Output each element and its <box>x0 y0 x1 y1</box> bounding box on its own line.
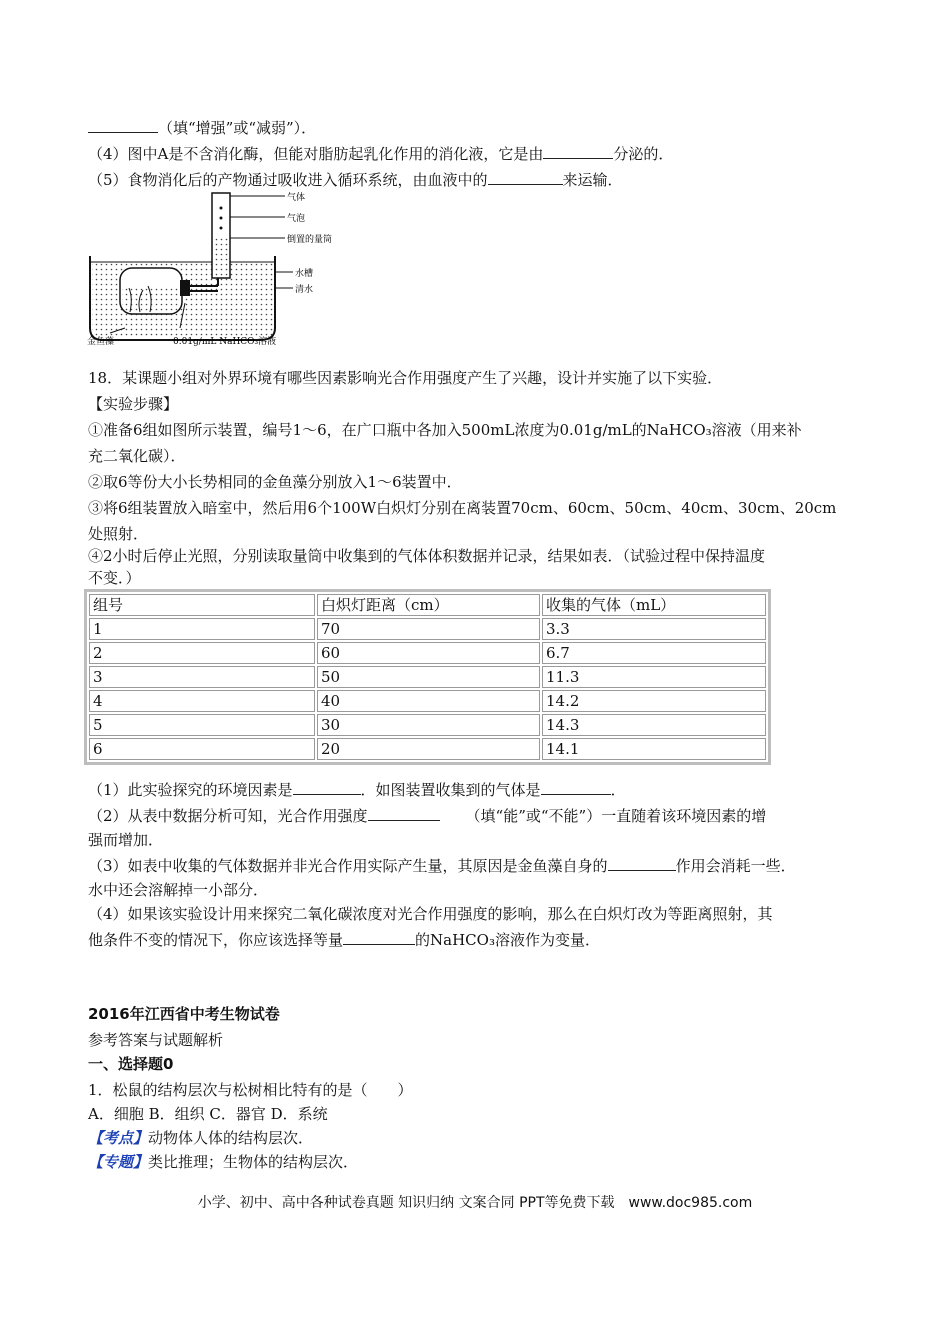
kaodian-tag: 【考点】 <box>88 1129 149 1147</box>
subq-4-cont: 他条件不变的情况下，你应该选择等量 的NaHCO₃溶液作为变量． <box>88 931 600 949</box>
step-2: ②取6等份大小长势相同的金鱼藻分别放入1～6装置中． <box>88 473 462 491</box>
header-distance: 白炽灯距离（cm） <box>317 594 540 616</box>
q18-intro: 18．某课题小组对外界环境有哪些因素影响光合作用强度产生了兴趣，设计并实施了以下实验． <box>88 369 723 387</box>
cell-group: 3 <box>89 666 315 688</box>
subq-4: （4）如果该实验设计用来探究二氧化碳浓度对光合作用强度的影响，那么在白炽灯改为等距离照射，其 <box>88 905 773 923</box>
step-3-cont: 处照射． <box>88 525 149 543</box>
cell-group: 2 <box>89 642 315 664</box>
cell-gas: 14.1 <box>542 738 766 760</box>
answer-blank <box>88 118 158 133</box>
answers-subtitle: 参考答案与试题解析 <box>88 1031 224 1049</box>
label-tank: 水槽 <box>295 269 314 279</box>
table-row <box>89 666 766 688</box>
cell-group: 4 <box>89 690 315 712</box>
table-row <box>89 618 766 640</box>
cell-gas: 3.3 <box>542 618 766 640</box>
subq-1: （1）此实验探究的环境因素是 ．如图装置收集到的气体是 ． <box>88 781 626 799</box>
table-row <box>89 738 766 760</box>
table-row <box>89 690 766 712</box>
step-4: ④2小时后停止光照，分别读取量筒中收集到的气体体积数据并记录，结果如表．（试验过程中保持温度 <box>88 547 766 565</box>
zhuanti-tag: 【专题】 <box>88 1153 149 1171</box>
label-bubble: 气泡 <box>287 214 306 224</box>
cell-distance: 40 <box>317 690 540 712</box>
subq-3: （3）如表中收集的气体数据并非光合作用实际产生量，其原因是金鱼藻自身的 作用会消耗一些． <box>88 857 796 875</box>
section-heading: 一、选择题0 <box>88 1055 174 1073</box>
experiment-apparatus-figure <box>85 188 333 348</box>
cell-distance: 30 <box>317 714 540 736</box>
cell-group: 5 <box>89 714 315 736</box>
answer-q1-options: A．细胞 B．组织 C．器官 D．系统 <box>88 1105 328 1123</box>
label-gas: 气体 <box>287 193 306 203</box>
answer-blank <box>293 780 361 795</box>
cell-distance: 60 <box>317 642 540 664</box>
zhuanti-line: 【专题】类比推理；生物体的结构层次． <box>88 1153 359 1171</box>
header-group: 组号 <box>89 594 315 616</box>
cell-distance: 50 <box>317 666 540 688</box>
results-table <box>84 589 771 765</box>
cell-group: 6 <box>89 738 315 760</box>
answer-blank <box>608 856 676 871</box>
cell-gas: 14.2 <box>542 690 766 712</box>
step-4-cont: 不变．） <box>88 569 141 587</box>
table-header-row <box>89 594 766 616</box>
page-footer: 小学、初中、高中各种试卷真题 知识归纳 文案合同 PPT等免费下载 www.doc985.com <box>197 1195 753 1211</box>
label-cylinder: 倒置的量筒 <box>287 235 333 245</box>
answer-blank <box>368 806 440 821</box>
answer-blank <box>343 930 415 945</box>
fill-line-enhance: （填“增强”或“减弱”）． <box>88 118 316 138</box>
answer-blank <box>541 780 611 795</box>
answers-title: 2016年江西省中考生物试卷 <box>88 1005 280 1023</box>
cell-distance: 70 <box>317 618 540 640</box>
cell-gas: 14.3 <box>542 714 766 736</box>
subq-2: （2）从表中数据分析可知，光合作用强度 （填“能”或“不能”）一直随着该环境因素的增 <box>88 807 767 825</box>
cell-group: 1 <box>89 618 315 640</box>
cell-gas: 11.3 <box>542 666 766 688</box>
answer-q1: 1．松鼠的结构层次与松树相比特有的是（ ） <box>88 1081 413 1099</box>
cell-gas: 6.7 <box>542 642 766 664</box>
kaodian-line: 【考点】动物体人体的结构层次． <box>88 1129 314 1147</box>
steps-title: 【实验步骤】 <box>88 395 179 413</box>
step-3: ③将6组装置放入暗室中，然后用6个100W白炽灯分别在离装置70cm、60cm、50cm、40cm、30cm、20cm <box>88 499 837 517</box>
header-gas: 收集的气体（mL） <box>542 594 766 616</box>
step-1: ①准备6组如图所示装置，编号1～6，在广口瓶中各加入500mL浓度为0.01g/mL的NaHCO₃溶液（用来补 <box>88 421 802 439</box>
answer-blank <box>488 170 563 185</box>
answer-blank <box>543 144 613 159</box>
table-row <box>89 642 766 664</box>
label-waterweed: 金鱼藻 <box>87 337 115 347</box>
label-solution: 0.01g/mL NaHCO₃溶液 <box>173 337 277 347</box>
subq-3-cont: 水中还会溶解掉一小部分． <box>88 881 269 899</box>
label-water: 清水 <box>295 285 314 295</box>
step-1-cont: 充二氧化碳）． <box>88 447 186 465</box>
question-4-line: （4）图中A是不含消化酶，但能对脂肪起乳化作用的消化液，它是由 分泌的． <box>88 145 674 163</box>
question-5-line: （5）食物消化后的产物通过吸收进入循环系统，由血液中的 来运输． <box>88 171 623 189</box>
cell-distance: 20 <box>317 738 540 760</box>
subq-2-cont: 强而增加． <box>88 831 164 849</box>
table-row <box>89 714 766 736</box>
